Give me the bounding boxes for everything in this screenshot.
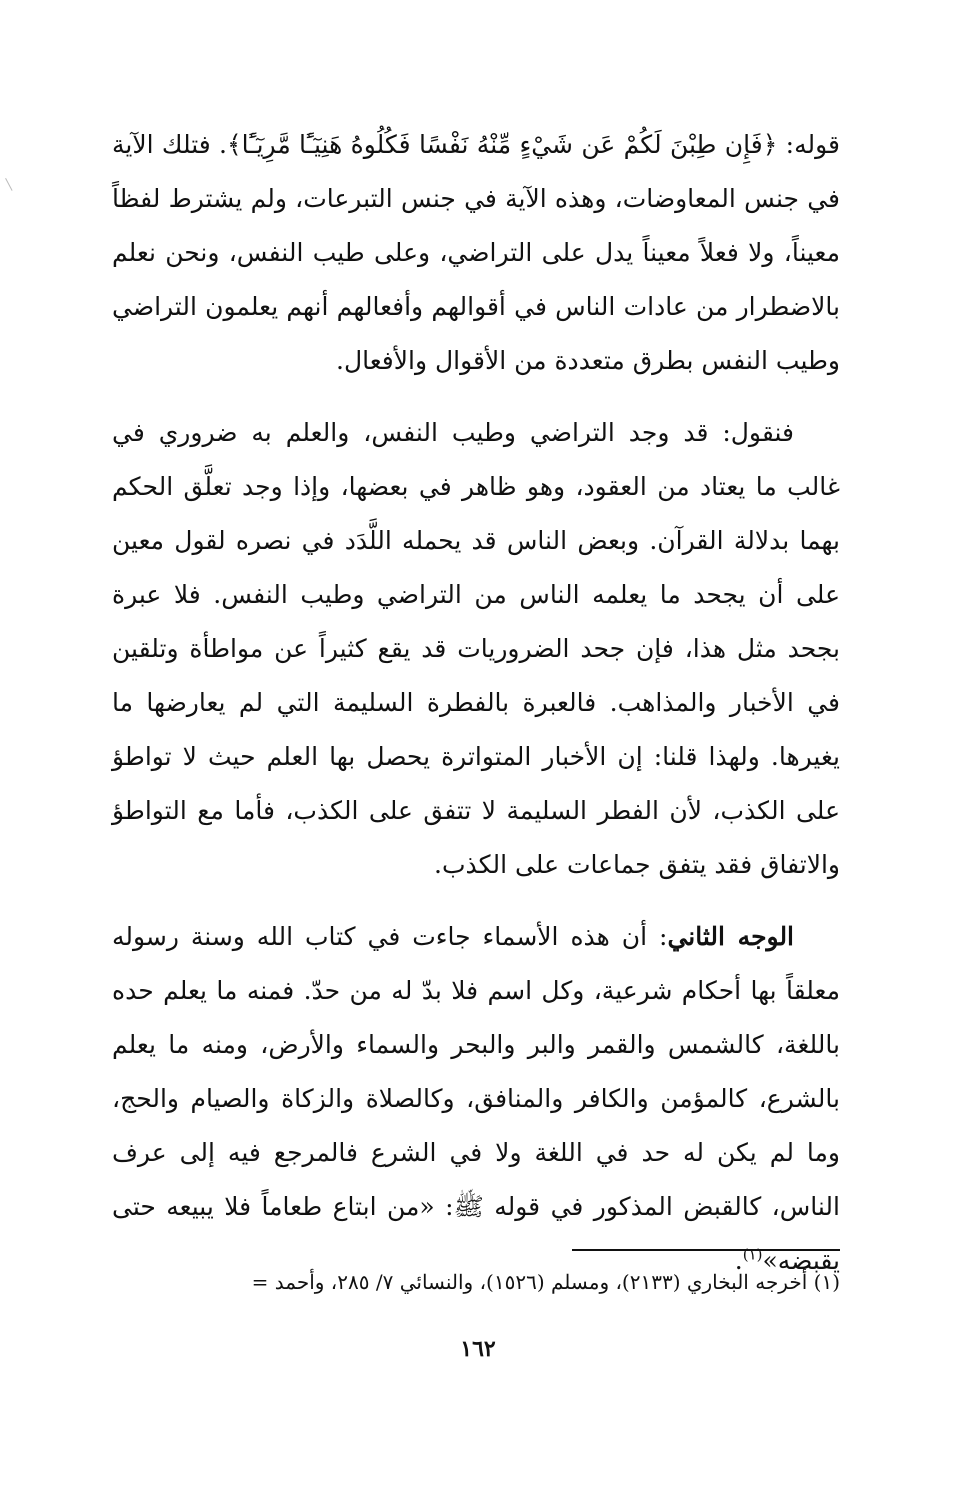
paragraph-1-intro: قوله:	[777, 130, 840, 159]
paragraph-3	[112, 910, 840, 1288]
footnote-reference: (١)	[742, 1245, 763, 1264]
paragraph-2-text: فنقول: قد وجد التراضي وطيب النفس، والعلم به ضروري في غالب ما يعتاد من العقود، وهو ظاهر في بعضها، وإذا وجد تعلَّق الحكم بهما بدلالة القرآن. وبعض الناس قد يحمله اللَّدَد في نصره لقول معين على أن يجحد ما يعلمه الناس من التراضي وطيب النفس. فلا عبرة بجحد مثل هذا، فإن جحد الضروريات قد يقع كثيراً عن مواطأة وتلقين في الأخبار والمذاهب. فالعبرة بالفطرة السليمة التي لم يعارضها ما يغيرها. ولهذا قلنا: إن الأخبار المتواترة يحصل بها العلم حيث لا تواطؤ على الكذب، لأن الفطر السليمة لا تتفق على الكذب، فأما مع التواطؤ والاتفاق فقد يتفق جماعات على الكذب.	[112, 418, 840, 879]
section-label: الوجه الثاني	[667, 922, 795, 951]
paragraph-3-end: .	[734, 1246, 743, 1275]
footnote-divider	[572, 1249, 840, 1251]
main-text	[112, 118, 840, 1306]
paragraph-1	[112, 118, 840, 388]
paragraph-2	[112, 406, 840, 892]
paragraph-3-text: : أن هذه الأسماء جاءت في كتاب الله وسنة رسوله معلقاً بها أحكام شرعية، وكل اسم فلا بدّ له من حدّ. فمنه ما يعلم حده باللغة، كالشمس والقمر والبر والبحر والسماء والأرض، ومنه ما يعلم بالشرع، كالمؤمن والكافر والمنافق، وكالصلاة والزكاة والصيام والحج، وما لم يكن له حد في اللغة ولا في الشرع فالمرجع فيه إلى عرف الناس، كالقبض المذكور في قوله ﷺ: «من ابتاع طعاماً فلا يبيعه حتى يقبضه»	[112, 922, 840, 1275]
scan-artifact	[5, 175, 18, 191]
paragraph-1-rest: . فتلك الآية في جنس المعاوضات، وهذه الآية في جنس التبرعات، ولم يشترط لفظاً معيناً، ولا فعلاً معيناً يدل على التراضي، وعلى طيب النفس، ونحن نعلم بالاضطرار من عادات الناس في أقوالهم وأفعالهم أنهم يعلمون التراضي وطيب النفس بطرق متعددة من الأقوال والأفعال.	[112, 130, 840, 375]
quran-verse: ﴿فَإِن طِبْنَ لَكُمْ عَن شَيْءٍ مِّنْهُ نَفْسًا فَكُلُوهُ هَنِيٓـًٔا مَّرِيٓـًٔا﴾	[227, 130, 778, 159]
page-number: ١٦٢	[460, 1336, 496, 1362]
footnote: (١) أخرجه البخاري (٢١٣٣)، ومسلم (١٥٢٦)، والنسائي ٧/ ٢٨٥، وأحمد =	[251, 1270, 840, 1294]
